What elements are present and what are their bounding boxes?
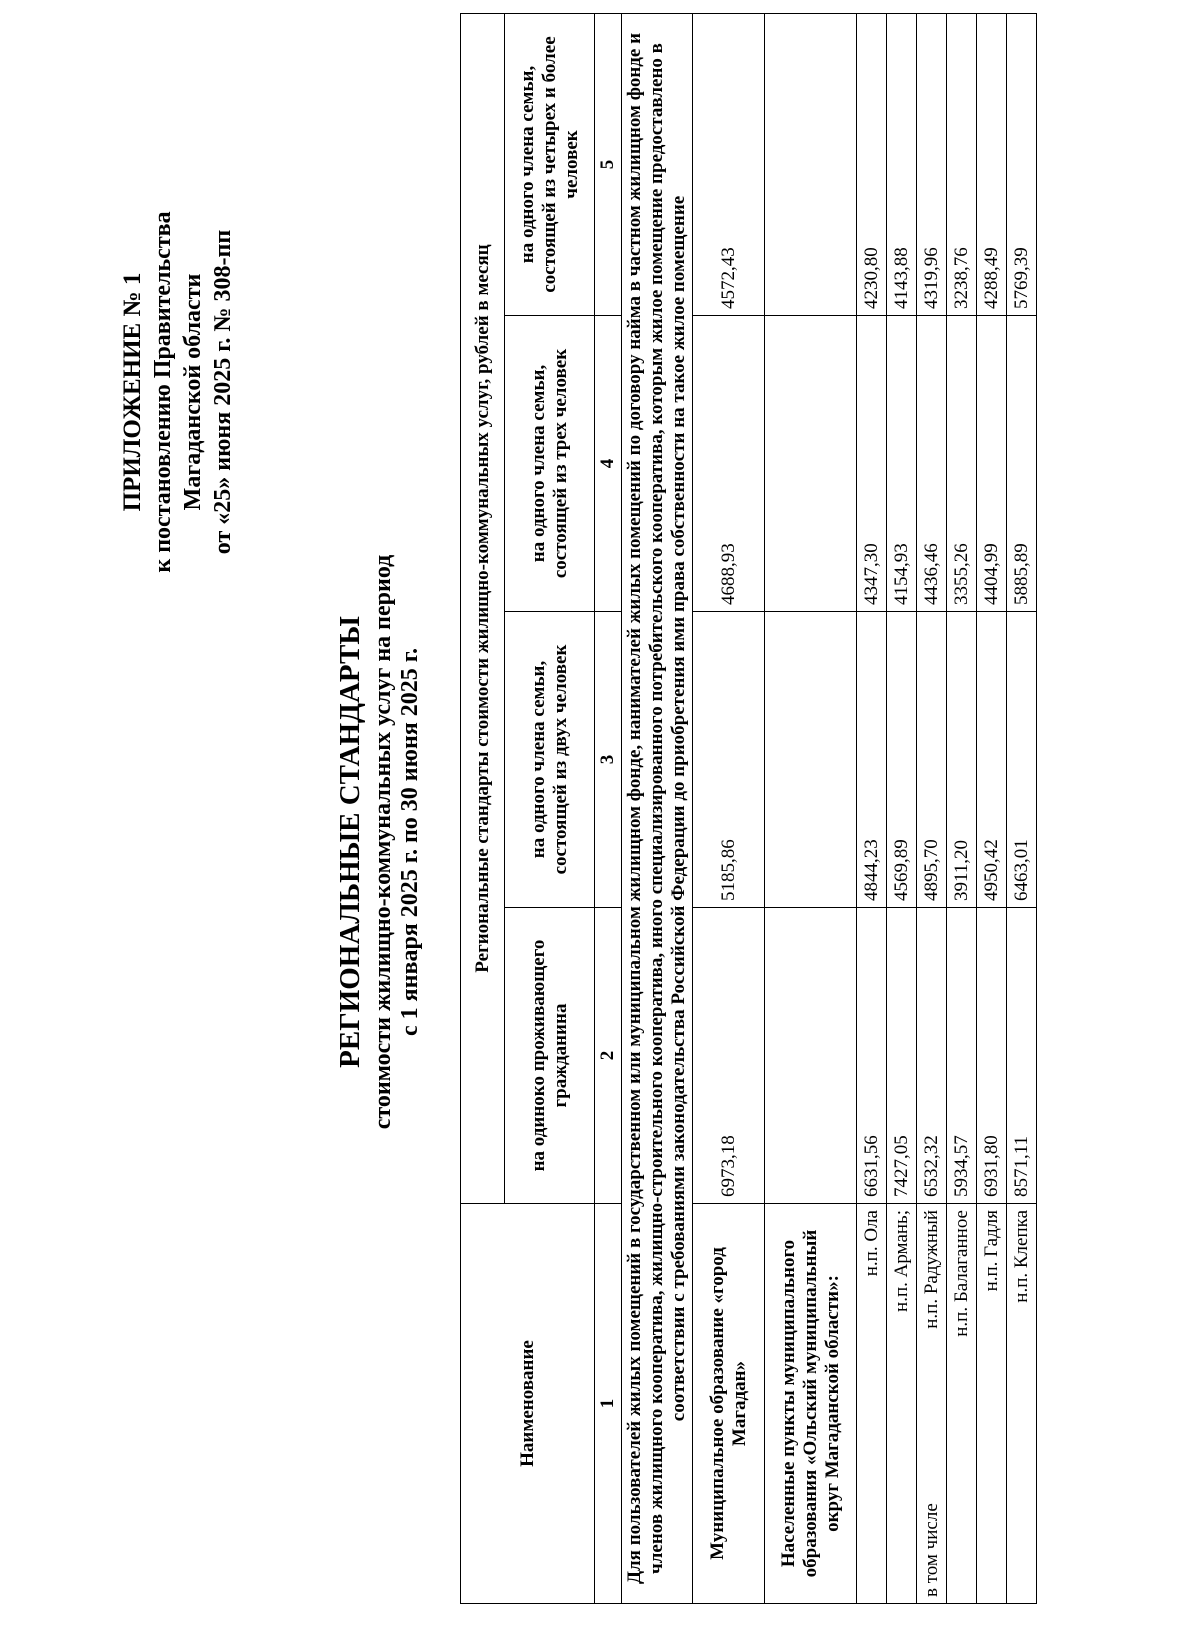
header-col-three: на одного члена семьи, состоящей из трех человек — [505, 316, 595, 612]
column-number: 3 — [595, 612, 622, 908]
cell-value: 5934,57 — [947, 908, 977, 1204]
row-name: Муниципальное образование «город Магадан» — [693, 1204, 765, 1604]
row-name: н.п. Клепка — [1007, 1204, 1037, 1604]
cell-value: 3238,76 — [947, 14, 977, 316]
cell-value: 4143,88 — [887, 14, 917, 316]
column-number: 5 — [595, 14, 622, 316]
table-row — [917, 14, 947, 1604]
appendix-line: Магаданской области — [180, 273, 206, 511]
table-row — [887, 14, 917, 1604]
cell-value: 5885,89 — [1007, 316, 1037, 612]
cell-value: 6532,32 — [917, 908, 947, 1204]
cell-value: 4347,30 — [857, 316, 887, 612]
cell-value: 3355,26 — [947, 316, 977, 612]
cell-value: 4688,93 — [693, 316, 765, 612]
table-row — [693, 14, 765, 1604]
row-name-text: н.п. Радужный — [920, 1210, 942, 1329]
cell-value: 4288,49 — [977, 14, 1007, 316]
cell-value: 4230,80 — [857, 14, 887, 316]
header-col-four: на одного члена семьи, состоящей из четырех и более человек — [505, 14, 595, 316]
cell-value: 4895,70 — [917, 612, 947, 908]
cell-value: 4154,93 — [887, 316, 917, 612]
row-name — [917, 1204, 947, 1604]
cell-value: 6463,01 — [1007, 612, 1037, 908]
cell-empty — [765, 14, 857, 316]
row-name: н.п. Ола — [857, 1204, 887, 1604]
cell-value: 4319,96 — [917, 14, 947, 316]
standards-table — [460, 13, 1037, 1604]
cell-value: 4436,46 — [917, 316, 947, 612]
column-number: 2 — [595, 908, 622, 1204]
column-number: 4 — [595, 316, 622, 612]
appendix-date: от «25» июня 2025 г. № 308-пп — [210, 229, 236, 555]
table-row — [947, 14, 977, 1604]
document-title: РЕГИОНАЛЬНЫЕ СТАНДАРТЫ — [334, 616, 366, 1068]
cell-value: 3911,20 — [947, 612, 977, 908]
table-row — [977, 14, 1007, 1604]
cell-empty — [765, 612, 857, 908]
row-prefix: в том числе — [920, 1503, 942, 1597]
cell-value: 6973,18 — [693, 908, 765, 1204]
header-col-single: на одиноко проживающего гражданина — [505, 908, 595, 1204]
cell-value: 6631,56 — [857, 908, 887, 1204]
cell-value: 4569,89 — [887, 612, 917, 908]
document-period: с 1 января 2025 г. по 30 июня 2025 г. — [397, 648, 423, 1036]
row-name: Населенные пункты муниципального образования «Ольский муниципальный округ Магаданской области»: — [765, 1204, 857, 1604]
appendix-title: ПРИЛОЖЕНИЕ № 1 — [119, 272, 146, 512]
cell-value: 5185,86 — [693, 612, 765, 908]
table-row — [1007, 14, 1037, 1604]
appendix-line: к постановлению Правительства — [150, 211, 176, 573]
document-subtitle: стоимости жилищно-коммунальных услуг на период — [370, 554, 396, 1130]
column-number: 1 — [595, 1204, 622, 1604]
cell-value: 6931,80 — [977, 908, 1007, 1204]
row-name: н.п. Армань; — [887, 1204, 917, 1604]
cell-value: 4404,99 — [977, 316, 1007, 612]
row-name: н.п. Балаганное — [947, 1204, 977, 1604]
table-row — [765, 14, 857, 1604]
cell-value: 4844,23 — [857, 612, 887, 908]
header-col-two: на одного члена семьи, состоящей из двух человек — [505, 612, 595, 908]
table-note: Для пользователей жилых помещений в государственном или муниципальном жилищном фонде, нанимателей жилых помещений по договору найма в частном жилищном фонде и членов жилищного кооператива, жилищно-строительного кооператива, иного специализированного потребительского кооператива, которым жилое помещение предоставлено в соответствии с требованиями законодательства Российской Федерации до приобретения ими права собственности на такое жилое помещение — [622, 14, 693, 1604]
header-group: Региональные стандарты стоимости жилищно-коммунальных услуг, рублей в месяц — [461, 14, 505, 1204]
cell-value: 4950,42 — [977, 612, 1007, 908]
appendix-header — [118, 182, 238, 602]
cell-empty — [765, 316, 857, 612]
cell-value: 7427,05 — [887, 908, 917, 1204]
cell-value: 8571,11 — [1007, 908, 1037, 1204]
document-title-block — [330, 282, 424, 1402]
cell-value: 5769,39 — [1007, 14, 1037, 316]
header-name: Наименование — [461, 1204, 595, 1604]
cell-value: 4572,43 — [693, 14, 765, 316]
table-row — [857, 14, 887, 1604]
row-name: н.п. Гадля — [977, 1204, 1007, 1604]
cell-empty — [765, 908, 857, 1204]
